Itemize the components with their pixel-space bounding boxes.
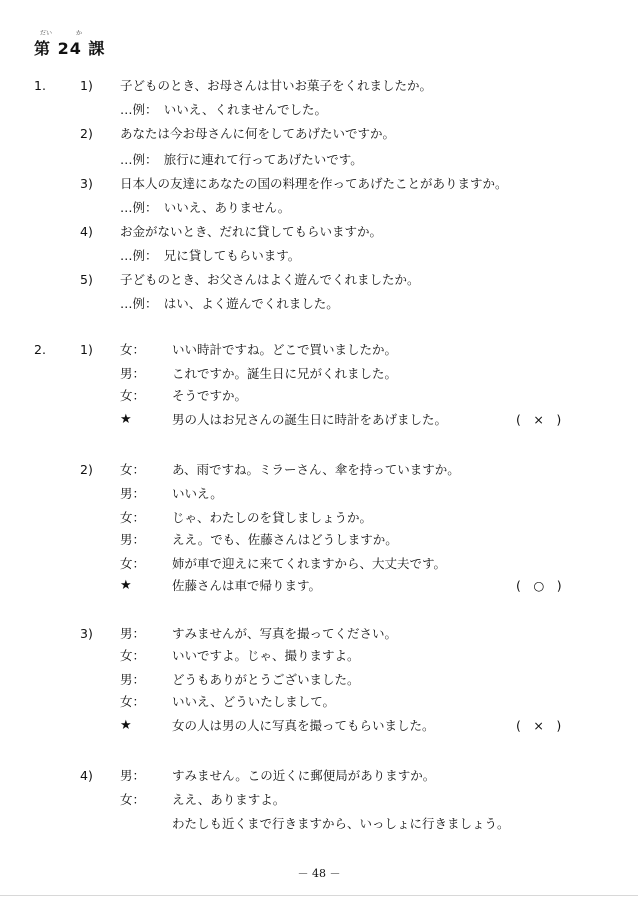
s1-q1-question: 子どものとき、お母さんは甘いお菓子をくれましたか。 (120, 78, 433, 93)
dialog-line: すみません。この近くに郵便局がありますか。 (172, 768, 436, 783)
speaker-label: 男： (120, 486, 146, 501)
s1-q1-answer: …例： いいえ、くれませんでした。 (120, 102, 328, 117)
dialog-line: そうですか。 (172, 388, 248, 403)
s1-q3-number: 3) (80, 176, 93, 191)
s1-q4-number: 4) (80, 224, 93, 239)
s1-q2-answer: …例： 旅行に連れて行ってあげたいです。 (120, 152, 363, 167)
s2-d3-number: 3) (80, 626, 93, 641)
lesson-title: 第 24 課 (34, 39, 106, 58)
s1-q4-answer: …例： 兄に貸してもらいます。 (120, 248, 301, 263)
dialog-line: これですか。誕生日に兄がくれました。 (172, 366, 398, 381)
speaker-label: 男： (120, 532, 146, 547)
speaker-label: 女： (120, 388, 146, 403)
dialog-line: いいえ、どういたしまして。 (172, 694, 336, 709)
s1-q4-question: お金がないとき、だれに貸してもらいますか。 (120, 224, 383, 239)
speaker-label: 女： (120, 510, 146, 525)
dialog-line: いいえ。 (172, 486, 223, 501)
speaker-label: 女： (120, 556, 146, 571)
star-icon: ★ (120, 412, 132, 427)
speaker-label: 女： (120, 694, 146, 709)
dialog-line: ええ、ありますよ。 (172, 792, 286, 807)
s2-d2-number: 2) (80, 462, 93, 477)
section1-number: 1. (34, 78, 46, 93)
s1-q5-number: 5) (80, 272, 93, 287)
s1-q3-answer: …例： いいえ、ありません。 (120, 200, 291, 215)
speaker-label: 女： (120, 462, 146, 477)
speaker-label: 男： (120, 366, 146, 381)
answer-mark: ( × ) (516, 718, 562, 733)
s2-d4-number: 4) (80, 768, 93, 783)
dialog-line: どうもありがとうございました。 (172, 672, 360, 687)
bottom-divider (0, 895, 638, 896)
speaker-label: 女： (120, 342, 146, 357)
s1-q5-answer: …例： はい、よく遊んでくれました。 (120, 296, 339, 311)
s1-q2-question: あなたは今お母さんに何をしてあげたいですか。 (120, 126, 396, 141)
speaker-label: 男： (120, 626, 146, 641)
dialog-line: すみませんが、写真を撮ってください。 (172, 626, 398, 641)
speaker-label: 女： (120, 792, 146, 807)
dialog-line: いい時計ですね。どこで買いましたか。 (172, 342, 398, 357)
s1-q1-number: 1) (80, 78, 93, 93)
dialog-line: あ、雨ですね。ミラーさん、傘を持っていますか。 (172, 462, 460, 477)
title-furigana: だい か (40, 30, 83, 37)
true-false-statement: 男の人はお兄さんの誕生日に時計をあげました。 (172, 412, 448, 427)
dialog-line: ええ。でも、佐藤さんはどうしますか。 (172, 532, 398, 547)
star-icon: ★ (120, 578, 132, 593)
page-number: － 48 － (297, 867, 341, 880)
speaker-label: 女： (120, 648, 146, 663)
speaker-label: 男： (120, 672, 146, 687)
dialog-line: わたしも近くまで行きますから、いっしょに行きましょう。 (172, 816, 510, 831)
section2-number: 2. (34, 342, 46, 357)
dialog-line: じゃ、わたしのを貸しましょうか。 (172, 510, 373, 525)
star-icon: ★ (120, 718, 132, 733)
speaker-label: 男： (120, 768, 146, 783)
dialog-line: いいですよ。じゃ、撮りますよ。 (172, 648, 360, 663)
answer-mark: ( × ) (516, 412, 562, 427)
s1-q3-question: 日本人の友達にあなたの国の料理を作ってあげたことがありますか。 (120, 176, 508, 191)
true-false-statement: 女の人は男の人に写真を撮ってもらいました。 (172, 718, 435, 733)
s1-q2-number: 2) (80, 126, 93, 141)
true-false-statement: 佐藤さんは車で帰ります。 (172, 578, 322, 593)
dialog-line: 姉が車で迎えに来てくれますから、大丈夫です。 (172, 556, 447, 571)
s2-d1-number: 1) (80, 342, 93, 357)
answer-mark: ( ○ ) (516, 578, 562, 593)
s1-q5-question: 子どものとき、お父さんはよく遊んでくれましたか。 (120, 272, 420, 287)
